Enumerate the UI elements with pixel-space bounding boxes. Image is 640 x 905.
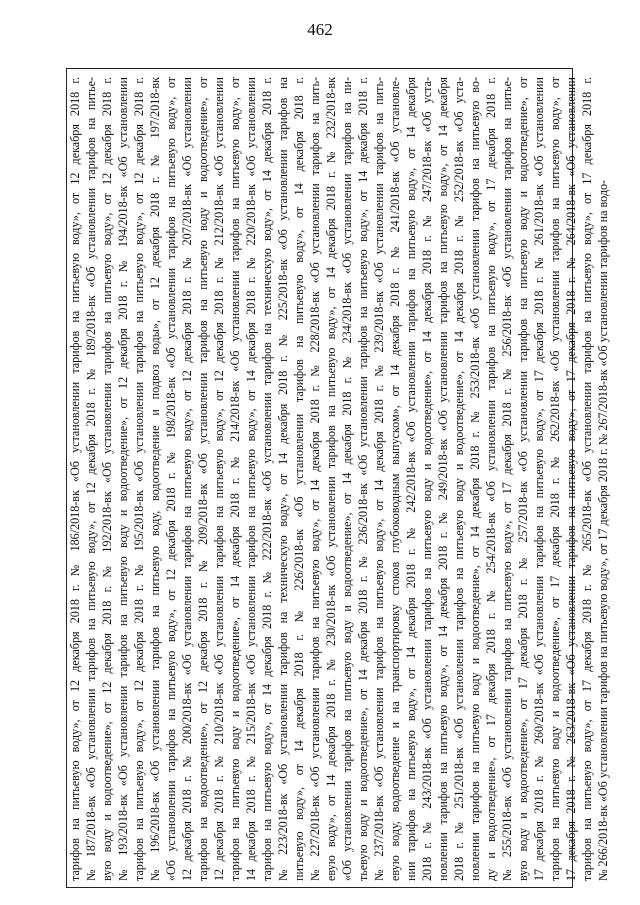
text-line: № 193/2018-вк «Об установлении тарифов на питьевую воду и водоотведение», от 12 декабря 2018 г. № 194/2018-вк «Об установлении [116,77,130,881]
text-line: № 237/2018-вк «Об установлении тарифов на питьевую воду», от 14 декабря 2018 г. № 239/2018-вк «Об установлении тарифов на пить- [372,77,386,881]
text-line: 17 декабря 2018 г. № 260/2018-вк «Об установлении тарифов на питьевую воду», от 17 декабря 2018 г. № 261/2018-вк «Об установлении [532,77,546,881]
text-line: тарифов на водоотведение», от 12 декабря 2018 г. № 209/2018-вк «Об установлении тарифов на питьевую воду и водоотведение», от [196,77,210,881]
text-line: тьевую воду и водоотведение», от 14 декабря 2018 г. № 236/2018-вк «Об установлении тарифов на питьевую воду», от 14 декабря 2018 г. [356,77,370,881]
text-line: тарифов на питьевую воду», от 17 декабря 2018 г. № 265/2018-вк «Об установлении тарифов на питьевую воду», от 17 декабря 2018 г. [580,77,594,881]
text-line: питьевую воду», от 14 декабря 2018 г. № 226/2018-вк «Об установлении тарифов на питьевую воду», от 14 декабря 2018 г. [292,77,306,881]
text-line: № 196/2018-вк «Об установлении тарифов на питьевую воду, водоотведение и подвоз воды», от 12 декабря 2018 г. № 197/2018-вк [148,77,162,881]
text-line: 12 декабря 2018 г. № 210/2018-вк «Об установлении тарифов на питьевую воду», от 12 декабря 2018 г. № 212/2018-вк «Об установлении [212,77,226,881]
text-line: 17 декабря 2018 г. № 263/2018-вк «Об установлении тарифов на питьевую воду», от 17 декабря 2018 г. № 264/2018-вк «Об установлении [564,77,578,881]
text-line: № 223/2018-вк «Об установлении тарифов на техническую воду», от 14 декабря 2018 г. № 225/2018-вк «Об установлении тарифов на [276,77,290,881]
page-number: 462 [307,20,333,39]
text-line: вую воду и водоотведение», от 17 декабря 2018 г. № 257/2018-вк «Об установлении тарифов на питьевую воду и водоотведение», от [516,77,530,881]
text-line: вую воду и водоотведение», от 12 декабря 2018 г. № 192/2018-вк «Об установлении тарифов на питьевую воду», от 12 декабря 2018 г. [100,77,114,881]
text-line: № 187/2018-вк «Об установлении тарифов на питьевую воду», от 12 декабря 2018 г. № 189/2018-вк «Об установлении тарифов на питье- [84,77,98,881]
text-line: тарифов на питьевую воду и водоотведение», от 17 декабря 2018 г. № 262/2018-вк «Об установлении тарифов на питьевую воду», от [548,77,562,881]
text-line: № 227/2018-вк «Об установлении тарифов на питьевую воду», от 14 декабря 2018 г. № 228/2018-вк «Об установлении тарифов на пить- [308,77,322,881]
rotated-text-block [67,69,610,889]
text-line: евую воду», от 14 декабря 2018 г. № 230/2018-вк «Об установлении тарифов на питьевую воду», от 14 декабря 2018 г. № 232/2018-вк [324,77,338,881]
text-line: 14 декабря 2018 г. № 215/2018-вк «Об установлении тарифов на питьевую воду», от 14 декабря 2018 г. № 220/2018-вк «Об установлении [244,77,258,881]
text-line: новлении тарифов на питьевую воду и водоотведение», от 14 декабря 2018 г. № 253/2018-вк «Об установлении тарифов на питьевую во- [468,77,482,881]
text-line: евую воду, водоотведение и на транспортировку стоков глубоководным выпуском», от 14 декабря 2018 г. № 241/2018-вк «Об установле- [388,77,402,881]
text-line: № 266/2018-вк «Об установлении тарифов на питьевую воду», от 17 декабря 2018 г. № 267/2018-вк «Об установлении тарифов на водо- [596,179,610,881]
text-line: ду и водоотведение», от 17 декабря 2018 г. № 254/2018-вк «Об установлении тарифов на питьевую воду», от 17 декабря 2018 г. [484,77,498,881]
text-line: 2018 г. № 251/2018-вк «Об установлении тарифов на питьевую воду и водоотведение», от 14 декабря 2018 г. № 252/2018-вк «Об уста- [452,77,466,881]
text-line: тарифов на питьевую воду», от 14 декабря 2018 г. № 222/2018-вк «Об установлении тарифов на техническую воду», от 14 декабря 2018 г. [260,77,274,881]
text-line: 12 декабря 2018 г. № 200/2018-вк «Об установлении тарифов на питьевую воду», от 12 декабря 2018 г. № 207/2018-вк «Об установлении [180,77,194,881]
text-line: 2018 г. № 243/2018-вк «Об установлении тарифов на питьевую воду и водоотведение», от 14 декабря 2018 г. № 247/2018-вк «Об уста- [420,77,434,881]
text-line: тарифов на питьевую воду», от 12 декабря 2018 г. № 195/2018-вк «Об установлении тарифов на питьевую воду», от 12 декабря 2018 г. [132,77,146,881]
text-line: нии тарифов на питьевую воду», от 14 декабря 2018 г. № 242/2018-вк «Об установлении тарифов на питьевую воду», от 14 декабря [404,77,418,881]
text-line: «Об установлении тарифов на питьевую воду и водоотведение», от 14 декабря 2018 г. № 234/2018-вк «Об установлении тарифов на пи- [340,77,354,881]
text-line: тарифов на питьевую воду и водоотведение», от 14 декабря 2018 г. № 214/2018-вк «Об установлении тарифов на питьевую воду», от [228,77,242,881]
rotated-text-frame [66,68,610,888]
text-line: новлении тарифов на питьевую воду», от 14 декабря 2018 г. № 249/2018-вк «Об установлении тарифов на питьевую воду», от 14 декабря [436,77,450,881]
text-line: тарифов на питьевую воду», от 12 декабря 2018 г. № 186/2018-вк «Об установлении тарифов на питьевую воду», от 12 декабря 2018 г. [68,77,82,881]
text-line: № 255/2018-вк «Об установлении тарифов на питьевую воду», от 17 декабря 2018 г. № 256/2018-вк «Об установлении тарифов на питье- [500,77,514,881]
text-line: «Об установлении тарифов на питьевую воду», от 12 декабря 2018 г. № 198/2018-вк «Об установлении тарифов на питьевую воду», от [164,77,178,881]
